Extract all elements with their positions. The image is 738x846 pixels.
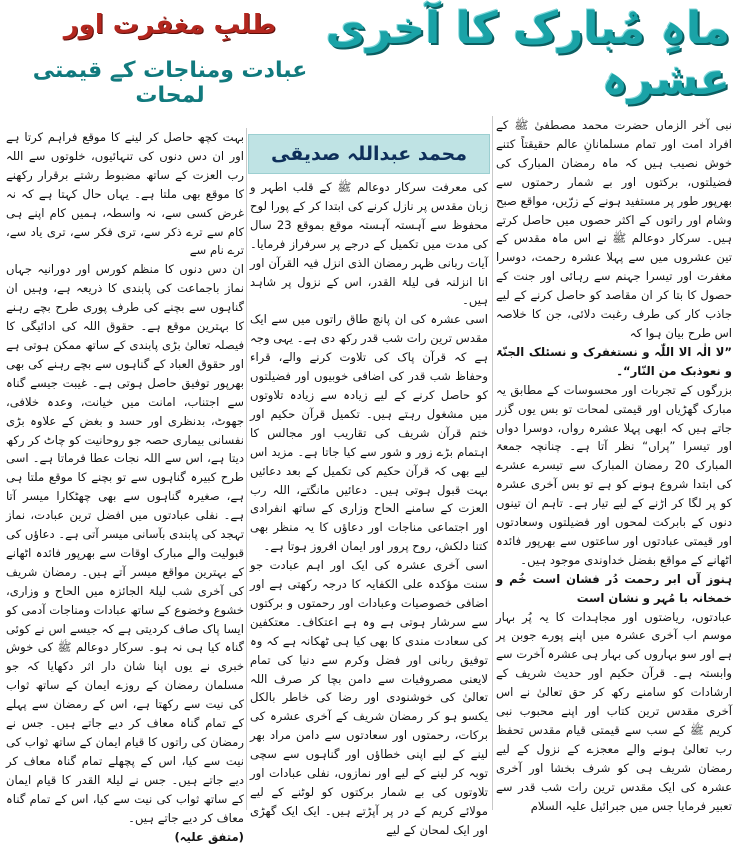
paragraph: اسی عشرہ کی ان پانچ طاق راتوں میں سے ایک مقدس ترین رات شب قدر رکھ دی ہے۔ یہی وجہ ہے کہ قرآن پاک کی تلاوت کرنے والے، قراء وحفاظ شب قدر کی اضافی خوبیوں اور فضیلتوں کو حاصل کرنے کے لیے زیادہ سے زیادہ تلاوتوں میں مشغول رہتے ہیں۔ تکمیل قرآن حکیم اور ختم قرآن شریف کی تقاریب اور مجالس کا اہتمام بڑے زور و شور سے کیا جاتا ہے۔ مزید اس لیے بھی کہ قرآن حکیم کی تکمیل کے بعد دعائیں بہت قبول ہوتی ہیں۔ دعائیں مانگتے، اللہ رب العزت کے سامنے الحاح وزاری کے ساتھ انفرادی اور اجتماعی مناجات اور دعاؤں کا یہ منظر بھی کتنا دلکش، روح پرور اور ایمان افروز ہوتا ہے۔ — [250, 312, 488, 554]
paragraph: اسی آخری عشرہ کی ایک اور اہم عبادت جو سنت مؤکدہ علی الکفایہ کا درجہ رکھتی ہے اور اضافی خصوصیات وعبادات اور رحمتوں و برکتوں سے سرشار ہوتی ہے وہ ہے اعتکاف۔ معتکفین کی سعادت مندی کا بھی کیا ہی ٹھکانہ ہے کہ وہ توفیق ربانی اور فضل وکرم سے دنیا کی تمام لایعنی مصروفیات سے دامن بچا کر صرف اللہ تعالیٰ کی خوشنودی اور رضا کی خاطر بالکل یکسو ہو کر رمضان شریف کے آخری عشرہ کی برکات، رحمتوں اور سعادتوں سے دامن مراد بھر لینے کے لیے اپنی خطاؤں اور گناہوں سے سچی توبہ کر لینے کے لیے اور نمازوں، نفلی عبادات اور تلاوتوں کی بے شمار برکتوں کو لوٹنے کے لیے مولائے کریم کے در پر آپڑتے ہیں۔ ایک ایک گھڑی اور ایک لمحان کے لیے — [250, 558, 488, 837]
article-column-left — [6, 128, 244, 844]
paragraph: نبی آخر الزماں حضرت محمد مصطفیٰ ﷺ کے افراد امت اور تمام مسلمانانِ عالم حقیقتاً کتنے خوش نصیب ہیں کہ ماہ رمضان المبارک کی فضیلتوں، برکتوں اور بے شمار رحمتوں سے بھرپور طور پر مستفید ہونے کے زرّیں، مواقع صبح وشام اور راتوں کے اکثر حصوں میں حاصل کرتے ہیں۔ سرکار دوعالم ﷺ نے اس ماہ مقدس کے تین عشروں میں سے پہلا عشرہ رحمت، دوسرا مغفرت اور تیسرا جہنم سے رہائی اور جنت کے حصول کا بتا کر ان مقاصد کو حاصل کرنے کے لیے جاذب کار کی طرف رغبت دلائی، جن کا خلاصہ اس طرح بیان ہوا کہ — [496, 118, 732, 340]
headline-text: ماہِ مُبارک کا آخری عشرہ — [325, 3, 730, 105]
subheadline-1: طلبِ مغفرت اور — [63, 10, 277, 40]
headline — [300, 3, 730, 105]
author-byline: محمد عبداللہ صدیقی — [248, 134, 490, 174]
paragraph: بزرگوں کے تجربات اور محسوسات کے مطابق یہ مبارک گھڑیاں اور قیمتی لمحات تو بس یوں گزر جاتے ہیں کہ ابھی پہلا عشرہ رواں، دوسرا دواں اور تیسرا ”پراں“ نظر آتا ہے۔ چنانچہ جمعۃ المبارک 20 رمضان المبارک سے تیسرے عشرے کی ابتدا شروع ہونے کو ہے تو بس آخری عشرہ کو پر لگا کر اڑنے کے لیے تیار ہے۔ تاہم ان تینوں دنوں کے بابرکت لمحوں اور فضیلتوں وسعادتوں اور قیمتی عبادتوں اور ساعتوں سے بھرپور فائدہ اٹھانے کے مواقع بفضل خداوندی موجود ہیں۔ — [496, 382, 733, 567]
subheadline-2: عبادت ومناجات کے قیمتی لمحات — [32, 58, 308, 108]
paragraph: عبادتوں، ریاضتوں اور مجاہدات کا یہ پُر بہار موسم اب آخری عشرہ میں اپنے پورے جوبن پر ہے اور سو بہاروں کی بہار ہی عشرہ آخرت سے وابستہ ہے۔ قرآن حکیم اور حدیث شریف کے ارشادات کو سامنے رکھ کر حق تعالیٰ نے اس آخری مقدس ترین کتاب اور اپنے محبوب نبی کریم ﷺ کے سب سے قیمتی قیام مقدس تحفظ رب تعالیٰ ہونے والے معجزے کے نزول کے لیے رمضان شریف ہی کو شرف بخشا اور آخری عشرہ کی ایک مقدس ترین رات شب قدر سے تعبیر فرمایا جس میں جبرائیل علیہ السلام — [496, 609, 732, 813]
paragraph: ان دس دنوں کا منظم کورس اور دورانیہ جہاں نماز باجماعت کی پابندی کا ذریعہ ہے، وہیں ان گناہوں سے بچنے کی طرف پوری طرح بچے رہنے کا بہترین موقع ہے۔ حقوق اللہ کی ادائیگی کا فیصلہ تعالیٰ بڑی پابندی کے ساتھ ممکن ہوتی ہے اور حقوق العباد کے گناہوں سے بچے رہنے کی بھی بھرپور توفیق حاصل ہوتی ہے۔ غیبت جیسے گناہ سے اجتناب، امانت میں خیانت، وعدہ خلافی، جھوٹ، بدنظری اور حسد و بغض کے علاوہ بڑی نفسانی بیماری حصہ جو روحانیت کو چاٹ کر رکھ دیتا ہے، اس سے اللہ نجات عطا فرماتا ہے۔ اسی طرح کبیرہ گناہوں سے تو بچنے کا موقع ملتا ہی ہے، صغیرہ گناہوں سے بھی چھٹکارا میسر آتا ہے۔ نفلی عبادتوں میں افضل ترین عبادت، نماز تہجد کی پابندی بآسانی میسر آتی ہے۔ دعاؤں کی قبولیت والے مبارک اوقات سے بھرپور فائدہ اٹھانے کے بہترین مواقع میسر آتے ہیں۔ رمضان شریف کی آخری شب لیلۃ الجائزہ میں الحاح و وزاری، خشوع وخضوع کے ساتھ عبادات ومناجات آدمی کو ایسا پاک صاف کردیتی ہے کہ جیسے اس نے کوئی گناہ کیا ہی نہ ہو۔ سرکار دوعالم ﷺ کی خوش خبری نے یوں اپنا شان دار اثر دکھایا کہ جو مسلمان رمضان کے روزے ایمان کے ساتھ ثواب کی نیت سے رکھتا ہے، اس کے رمضان سے پہلے کے تمام گناہ معاف کر دیے جاتے ہیں۔ جس نے رمضان کی راتوں کا قیام ایمان کے ساتھ ثواب کی نیت سے کیا، اس کے پچھلے تمام گناہ معاف کر دیے جاتے ہیں۔ جس نے لیلۃ القدر کا قیام ایمان کے ساتھ ثواب کی نیت سے کیا، اس کے تمام گناہ معاف کر دیے جاتے ہیں۔ — [6, 262, 244, 825]
dua-text: ”لا الٰہ الا اللّٰہ و نستغفرک و نسئلک الجنّۃ و نعوذبک من النّار“۔ — [496, 344, 732, 378]
persian-verse: ہنوز آں ابر رحمت دُر فشان است خُم و خمخانہ با مُہر و نشان است — [496, 571, 732, 605]
column-divider — [246, 128, 247, 810]
column-divider — [492, 116, 493, 810]
article-column-middle — [250, 178, 489, 837]
paragraph: کی معرفت سرکار دوعالم ﷺ کے قلب اطہر و زبان مقدس پر نازل کرنے کی ابتدا کر کے پورا لوح محفوظ سے آہستہ آہستہ موقع بموقع 23 سال کی مدت میں تکمیل کے درجے پر سرفراز فرمایا۔ آیات ربانی ظہر رمضان الذی انزل فیہ القرآن اور انا انزلنہ فی لیلۃ القدر، اس کے نزول پر شاہد ہیں۔ — [250, 180, 489, 308]
article-column-right — [496, 116, 733, 813]
hadith-reference: (متفق علیہ) — [174, 829, 244, 844]
paragraph: بہت کچھ حاصل کر لینے کا موقع فراہم کرتا ہے اور ان دس دنوں کی تنہائیوں، خلوتوں سے اللہ رب العزت کے ساتھ مضبوط رشتے برقرار رکھنے کا موقع بھی ملتا ہے۔ یہاں حال کہتا ہے کہ نہ غرض کسی سے، نہ واسطہ، ہمیں کام اپنے ہی کام سے ترے ذکر سے، تری فکر سے، تری یاد سے، ترے نام سے — [6, 130, 244, 258]
